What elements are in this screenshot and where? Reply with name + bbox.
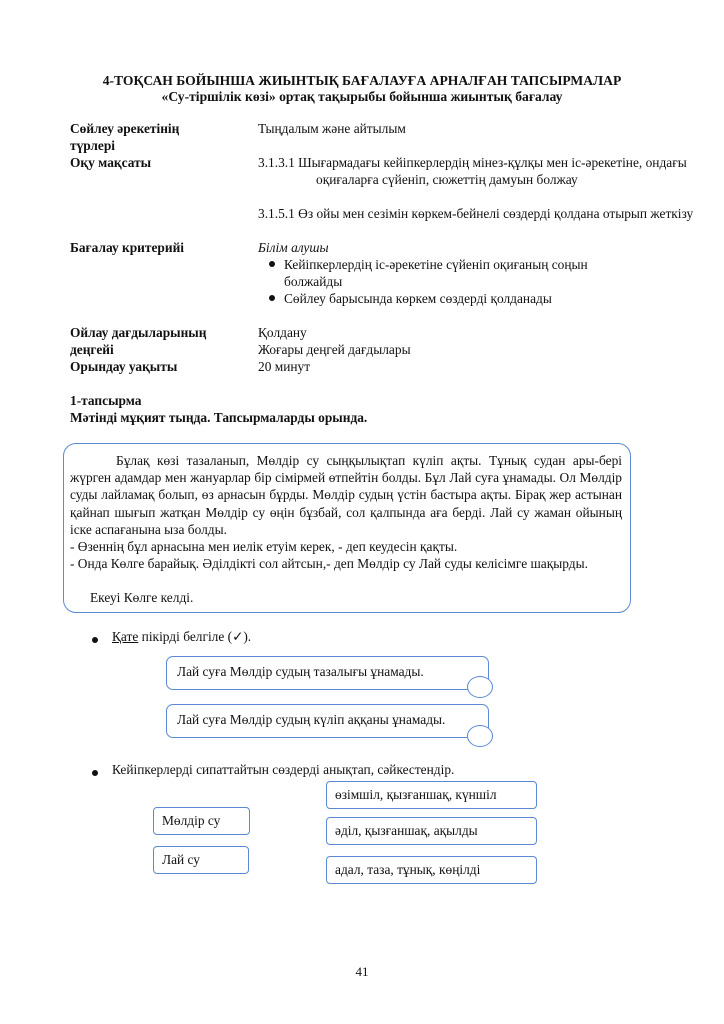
story-paragraph: Бұлақ көзі тазаланып, Мөлдір су сыңқылықтап күліп ақты. Тұнық судан ары-бері жүрген адамдар мен жануарлар бір сімірмей өтпейтін болды. Бұл Лай суға ұнамады. Ол Мөлдір суды лайламақ болып, өз арнасын бұрды. Мөлдір судың үстін бастыра ақты. Бірақ жер астынан қайнап шығып жатқан Мөлдір су өңін бұзбай, сол қалпында аға берді. Лай су жаман ойының іске аспағанына ыза болды. <box>70 453 622 537</box>
description-box[interactable]: адал, таза, тұнық, көңілді <box>326 856 537 884</box>
story-line-3: Екеуі Көлге келді. <box>90 590 194 605</box>
description-box[interactable]: әділ, қызғаншақ, ақылды <box>326 817 537 845</box>
thinking-label: Ойлау дағдыларының деңгейі <box>70 325 207 357</box>
story-line-1: - Өзеннің бұл арнасына мен иелік етуім керек, - деп кеудесін қақты. <box>70 539 458 554</box>
criterion-1: Кейіпкерлердің іс-әрекетіне сүйеніп оқиғаның соңын болжайды <box>284 256 644 290</box>
option-2-box: Лай суға Мөлдір судың күліп аққаны ұнамады. <box>166 704 489 738</box>
character-box[interactable]: Лай су <box>153 846 249 874</box>
criteria-label: Бағалау критерийі <box>70 240 185 255</box>
option-1-box: Лай суға Мөлдір судың тазалығы ұнамады. <box>166 656 489 690</box>
bullet-icon <box>269 261 275 267</box>
question-2-prompt: Кейіпкерлерді сипаттайтын сөздерді анықтап, сәйкестендір. <box>112 762 455 777</box>
task-title: 1-тапсырма <box>70 393 142 408</box>
question-1-prompt: Қате пікірді белгіле (✓). <box>112 629 252 644</box>
page-subtitle: «Су-тіршілік көзі» ортақ тақырыбы бойынша жиынтық бағалау <box>161 89 563 104</box>
page-title: 4-ТОҚСАН БОЙЫНША ЖИЫНТЫҚ БАҒАЛАУҒА АРНАЛҒАН ТАПСЫРМАЛАР <box>102 73 622 88</box>
bullet-icon <box>92 637 98 643</box>
character-box[interactable]: Мөлдір су <box>153 807 250 835</box>
story-line-2: - Онда Көлге барайық. Әділдікті сол айтсын,- деп Мөлдір су Лай суды келісімге шақырды. <box>70 556 588 571</box>
goal-1: 3.1.3.1 Шығармадағы кейіпкерлердің мінез-құлқы мен іс-әрекетіне, ондағы оқиғаларға сүйеніп, сюжеттің дамуын болжау <box>258 155 687 187</box>
bullet-icon <box>269 295 275 301</box>
speech-value: Тыңдалым және айтылым <box>258 121 406 136</box>
task-instruction: Мәтінді мұқият тыңда. Тапсырмаларды орында. <box>70 410 368 425</box>
criterion-2: Сөйлеу барысында көркем сөздерді қолданады <box>284 290 644 307</box>
page-number: 41 <box>355 964 369 979</box>
criteria-intro: Білім алушы <box>258 240 329 255</box>
speech-label: Сөйлеу әрекетінің түрлері <box>70 121 180 153</box>
description-box[interactable]: өзімшіл, қызғаншақ, күншіл <box>326 781 537 809</box>
time-label: Орындау уақыты <box>70 359 178 374</box>
goals-label: Оқу мақсаты <box>70 155 152 170</box>
checkbox-option-1[interactable] <box>467 676 493 698</box>
goal-2: 3.1.5.1 Өз ойы мен сезімін көркем-бейнелі сөздерді қолдана отырып жеткізу <box>258 206 694 221</box>
time-value: 20 минут <box>258 359 311 374</box>
checkbox-option-2[interactable] <box>467 725 493 747</box>
thinking-value: Қолдану Жоғары деңгей дағдылары <box>258 325 411 357</box>
bullet-icon <box>92 770 98 776</box>
